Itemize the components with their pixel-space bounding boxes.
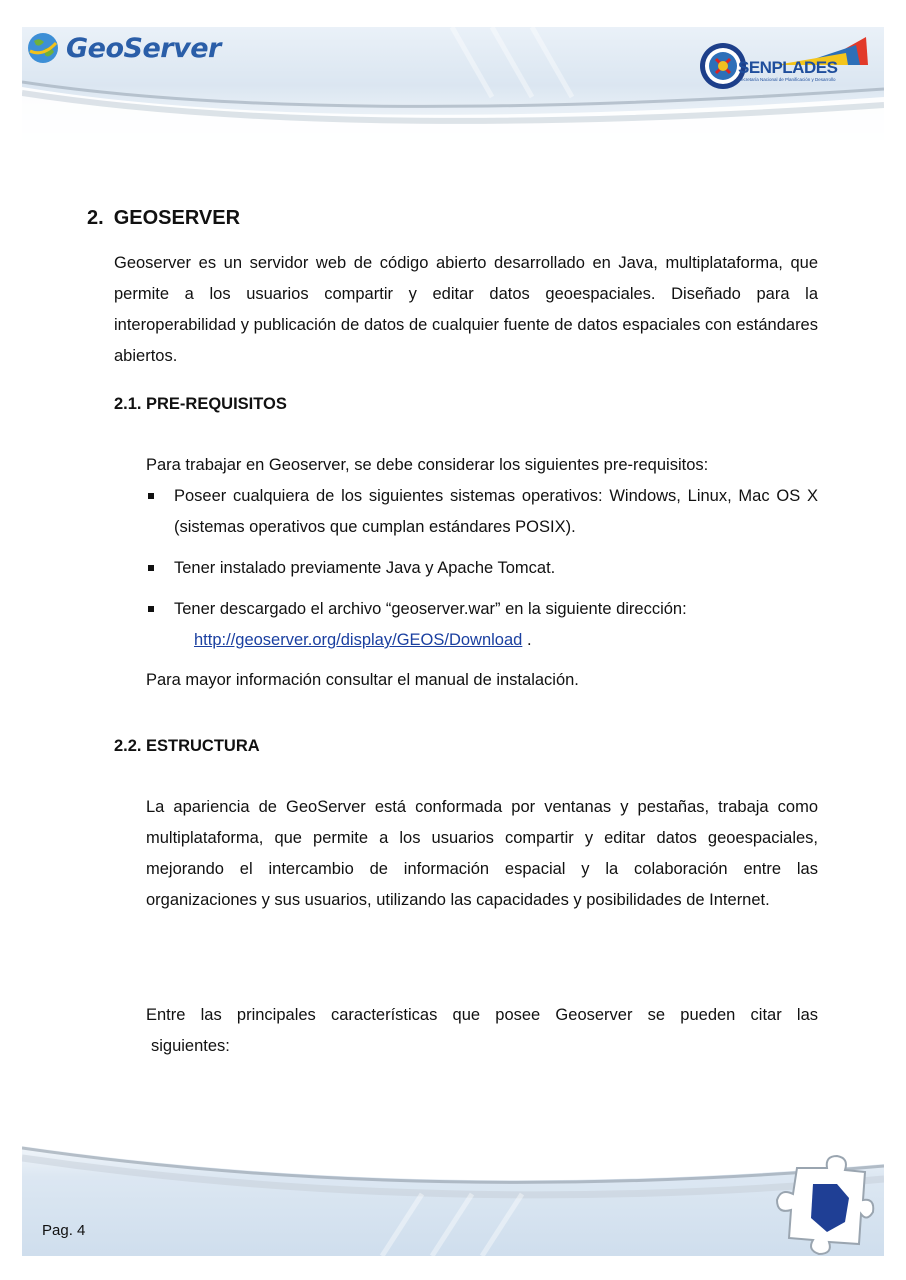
section-number: 2.	[87, 207, 104, 229]
bullet-square-icon	[148, 606, 154, 612]
subsection-title: PRE-REQUISITOS	[146, 395, 287, 413]
features-intro-continuation: siguientes:	[151, 1037, 230, 1055]
download-link[interactable]: http://geoserver.org/display/GEOS/Download	[194, 631, 523, 649]
bullet-square-icon	[148, 493, 154, 499]
subsection-number: 2.2.	[114, 737, 142, 755]
subsection-heading-estructura	[114, 737, 260, 756]
list-item: Tener instalado previamente Java y Apache Tomcat.	[146, 553, 818, 584]
prereq-lead-paragraph: Para trabajar en Geoserver, se debe considerar los siguientes pre-requisitos:	[146, 456, 709, 474]
list-item: Tener descargado el archivo “geoserver.war” en la siguiente dirección:	[146, 594, 818, 625]
more-info-paragraph: Para mayor información consultar el manual de instalación.	[146, 671, 579, 689]
features-intro-paragraph: Entre las principales características que posee Geoserver se pueden citar las	[146, 1006, 818, 1024]
bullet-square-icon	[148, 565, 154, 571]
footer-swoosh-decoration	[22, 1124, 884, 1256]
page-header-banner	[22, 27, 884, 157]
geoserver-logo	[26, 31, 221, 65]
subsection-heading-prerequisitos	[114, 395, 287, 414]
list-item: Poseer cualquiera de los siguientes sistemas operativos: Windows, Linux, Mac OS X (sistemas operativos que cumplan estándares POSIX).	[146, 481, 818, 543]
section-intro-paragraph: Geoserver es un servidor web de código abierto desarrollado en Java, multiplataforma, que permite a los usuarios compartir y editar datos geoespaciales. Diseñado para la interoperabilidad y publicación de datos de cualquier fuente de datos espaciales con estándares abiertos.	[114, 254, 818, 365]
download-link-line	[146, 625, 818, 656]
link-suffix: .	[526, 631, 532, 649]
logo-text: GeoServer	[66, 32, 221, 64]
section-heading	[87, 207, 240, 230]
subsection-number: 2.1.	[114, 395, 142, 413]
section-title: GEOSERVER	[113, 207, 241, 229]
prereq-bullet-list	[146, 481, 818, 656]
page-footer-banner	[22, 1124, 884, 1256]
globe-icon	[26, 31, 60, 65]
puzzle-piece-icon	[767, 1148, 877, 1256]
senplades-name: SENPLADES	[738, 58, 838, 77]
structure-paragraph: La apariencia de GeoServer está conformada por ventanas y pestañas, trabaja como multiplataforma, que permite a los usuarios compartir y editar datos geoespaciales, mejorando el intercambio de información espacial y la colaboración entre las organizaciones y sus usuarios, utilizando las capacidades y posibilidades de Internet.	[146, 798, 818, 909]
page-number: Pag. 4	[42, 1222, 86, 1239]
senplades-subtitle: Secretaría Nacional de Planificación y Desarrollo	[738, 77, 836, 82]
subsection-title: ESTRUCTURA	[146, 737, 260, 755]
